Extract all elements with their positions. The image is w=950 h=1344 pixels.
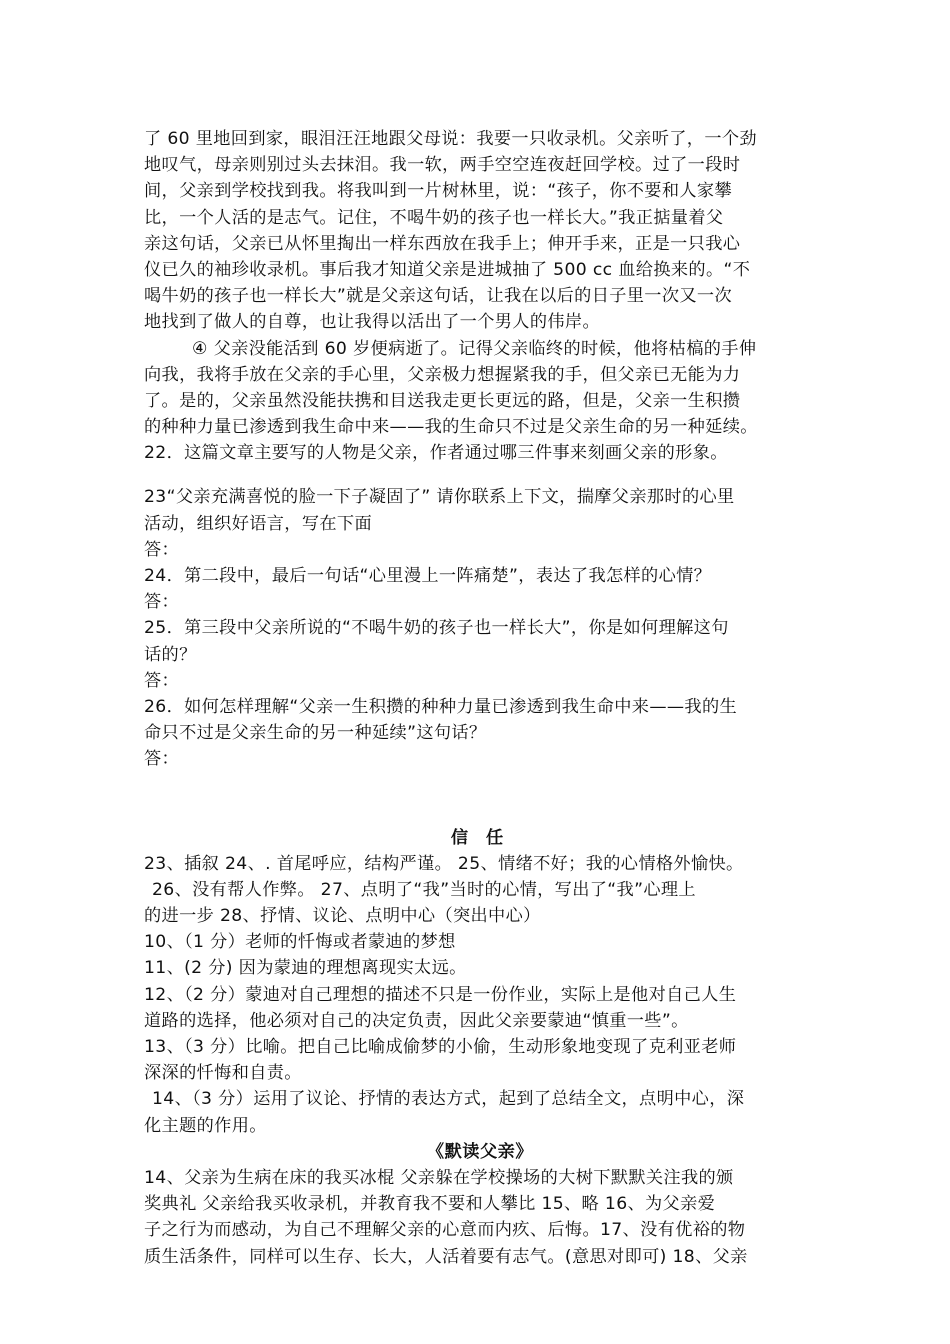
answer-line: 26、没有帮人作弊。 27、点明了“我”当时的心情，写出了“我”心理上 — [152, 879, 696, 900]
answer-line: 子之行为而感动，为自己不理解父亲的心意而内疚、后悔。17、没有优裕的物 — [144, 1220, 746, 1241]
answer-key-father — [144, 1139, 816, 1270]
question-24: 24．第二段中，最后一句话“心里漫上一阵痛楚”，表达了我怎样的心情？ — [144, 566, 712, 586]
answer-line: 11、(2 分) 因为蒙迪的理想离现实太远。 — [144, 958, 467, 979]
text-line: 亲这句话，父亲已从怀里掏出一样东西放在我手上；伸开手来，正是一只我心 — [144, 233, 741, 254]
answer-line: 23、插叙 24、. 首尾呼应，结构严谨。 25、情绪不好；我的心情格外愉快。 — [144, 853, 744, 874]
text-line: 的种种力量已渗透到我生命中来——我的生命只不过是父亲生命的另一种延续。 — [144, 417, 758, 438]
answer-line: 14、（3 分）运用了议论、抒情的表达方式，起到了总结全文，点明中心，深 — [152, 1089, 745, 1110]
answer-key-trust — [144, 825, 816, 1139]
text-line: 了。是的，父亲虽然没能扶携和目送我走更长更远的路，但是，父亲一生积攒 — [144, 390, 741, 411]
text-line: 向我，我将手放在父亲的手心里，父亲极力想握紧我的手，但父亲已无能为力 — [144, 364, 741, 385]
answer-label: 答： — [144, 749, 180, 770]
answer-line: 奖典礼 父亲给我买收录机，并教育我不要和人攀比 15、略 16、为父亲爱 — [144, 1194, 716, 1215]
question-23: 23“父亲充满喜悦的脸一下子凝固了” 请你联系上下文，揣摩父亲那时的心里 — [144, 487, 735, 508]
text-line: 仪已久的袖珍收录机。事后我才知道父亲是进城抽了 500 cc 血给换来的。“不 — [144, 259, 751, 280]
section-title: 信 任 — [450, 827, 510, 848]
answer-space — [144, 466, 816, 484]
answer-line: 的进一步 28、抒情、议论、点明中心（突出中心） — [144, 906, 541, 927]
question-23-cont: 活动，组织好语言，写在下面 — [144, 513, 372, 534]
answer-label: 答： — [144, 592, 180, 613]
question-25-cont: 话的？ — [144, 644, 197, 665]
section-gap — [144, 773, 816, 825]
answer-line: 12、（2 分）蒙迪对自己理想的描述不只是一份作业，实际上是他对自己人生 — [144, 984, 737, 1005]
answer-line: 道路的选择，他必须对自己的决定负责，因此父亲要蒙迪“慎重一些”。 — [144, 1010, 689, 1031]
answer-line: 14、父亲为生病在床的我买冰棍 父亲躲在学校操场的大树下默默关注我的颁 — [144, 1167, 734, 1188]
question-25: 25．第三段中父亲所说的“不喝牛奶的孩子也一样长大”，你是如何理解这句 — [144, 618, 729, 639]
answer-line: 质生活条件，同样可以生存、长大，人活着要有志气。(意思对即可) 18、父亲 — [144, 1246, 748, 1267]
text-line: 地找到了做人的自尊，也让我得以活出了一个男人的伟岸。 — [144, 312, 600, 333]
answer-line: 10、（1 分）老师的忏悔或者蒙迪的梦想 — [144, 932, 456, 953]
answer-label: 答： — [144, 539, 180, 560]
answer-line: 深深的忏悔和自责。 — [144, 1063, 302, 1084]
text-line: 喝牛奶的孩子也一样长大”就是父亲这句话，让我在以后的日子里一次又一次 — [144, 286, 732, 307]
text-line: 地叹气，母亲则别过头去抹泪。我一软，两手空空连夜赶回学校。过了一段时 — [144, 155, 741, 176]
story-paragraph-4 — [144, 336, 816, 441]
answer-label: 答： — [144, 670, 180, 691]
questions-section — [144, 440, 816, 772]
document-page — [144, 126, 816, 1270]
text-line: 间，父亲到学校找到我。将我叫到一片树林里，说：“孩子，你不要和人家攀 — [144, 181, 732, 202]
answer-line: 13、（3 分）比喻。把自己比喻成偷梦的小偷，生动形象地变现了克利亚老师 — [144, 1037, 737, 1057]
text-line: 比，一个人活的是志气。记住，不喝牛奶的孩子也一样长大。”我正掂量着父 — [144, 207, 724, 228]
text-line: 了 60 里地回到家，眼泪汪汪地跟父母说：我要一只收录机。父亲听了，一个劲 — [144, 129, 757, 149]
question-26-cont: 命只不过是父亲生命的另一种延续”这句话？ — [144, 723, 487, 744]
text-line: ④ 父亲没能活到 60 岁便病逝了。记得父亲临终的时候，他将枯槁的手伸 — [192, 338, 757, 359]
question-22: 22．这篇文章主要写的人物是父亲，作者通过哪三件事来刻画父亲的形象。 — [144, 443, 728, 464]
section-title: 《默读父亲》 — [426, 1141, 534, 1162]
answer-line: 化主题的作用。 — [144, 1115, 267, 1136]
question-26: 26．如何怎样理解“父亲一生积攒的种种力量已渗透到我生命中来——我的生 — [144, 696, 738, 717]
story-paragraph-3 — [144, 126, 816, 336]
